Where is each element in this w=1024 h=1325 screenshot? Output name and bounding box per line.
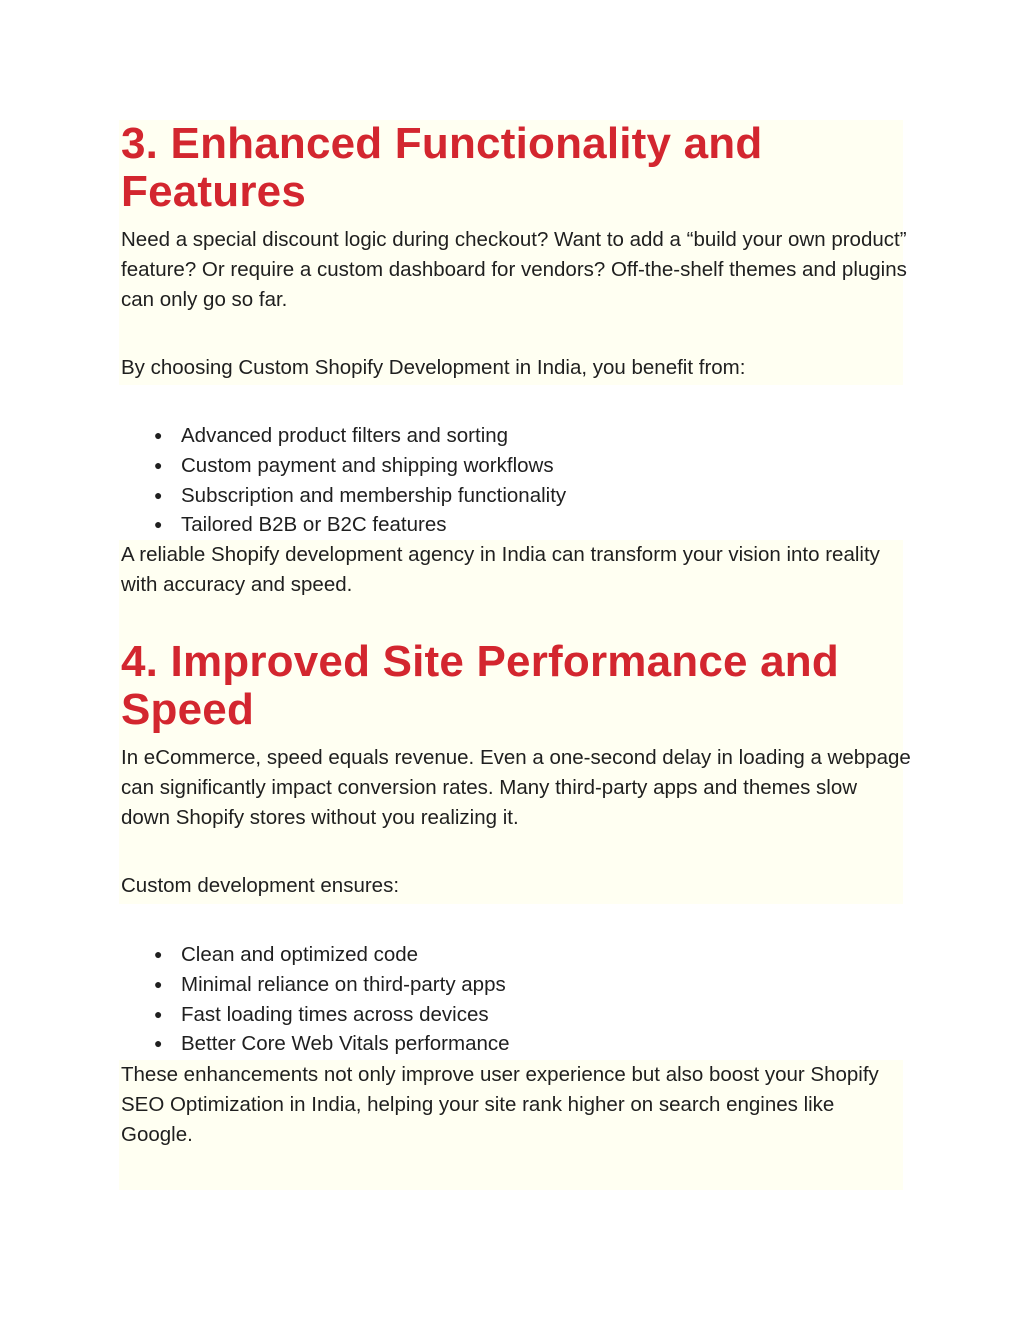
list-item [121,481,911,511]
list-item [121,1029,911,1059]
list-item [121,970,911,1000]
section-4-lead-in: Custom development ensures: [121,874,400,897]
list-item-text: Minimal reliance on third-party apps [181,972,506,996]
bullet-dot-icon: ● [154,1005,163,1022]
list-item-text: Tailored B2B or B2C features [181,513,447,537]
section-4-heading: 4. Improved Site Performance and Speed [121,637,839,734]
section-3-closing: A reliable Shopify development agency in India can transform your vision into reality with accuracy and speed. [121,543,880,596]
section-3-heading: 3. Enhanced Functionality and Features [121,119,763,216]
section-4-closing: These enhancements not only improve user experience but also boost your Shopify SEO Optimization in India, helping your site rank higher on search engines like Google. [121,1063,879,1146]
section-3-bullet-list [121,421,911,540]
list-item [121,940,911,970]
list-item-text: Custom payment and shipping workflows [181,453,554,477]
list-item [121,510,911,540]
bullet-dot-icon: ● [154,427,163,443]
list-item [121,451,911,481]
section-4-intro: In eCommerce, speed equals revenue. Even a one-second delay in loading a webpage can significantly impact conversion rates. Many third-party apps and themes slow down Shopify stores without you realizing it. [121,746,911,829]
section-4-bullet-list [121,940,911,1059]
bullet-dot-icon: ● [154,486,163,503]
section-3-intro: Need a special discount logic during checkout? Want to add a “build your own product” feature? Or require a custom dashboard for vendors? Off-the-shelf themes and plugins can only go so far. [121,228,907,311]
section-3-lead-in: By choosing Custom Shopify Development in India, you benefit from: [121,356,746,379]
list-item-text: Fast loading times across devices [181,1002,489,1026]
bullet-dot-icon: ● [154,946,163,962]
list-item [121,1000,911,1030]
list-item-text: Subscription and membership functionality [181,483,567,507]
list-item-text: Better Core Web Vitals performance [181,1032,510,1056]
bullet-dot-icon: ● [154,1035,163,1052]
bullet-dot-icon: ● [154,456,163,473]
list-item-text: Clean and optimized code [181,943,419,966]
bullet-dot-icon: ● [154,975,163,992]
bullet-dot-icon: ● [154,516,163,533]
list-item [121,421,911,451]
list-item-text: Advanced product filters and sorting [181,424,509,447]
